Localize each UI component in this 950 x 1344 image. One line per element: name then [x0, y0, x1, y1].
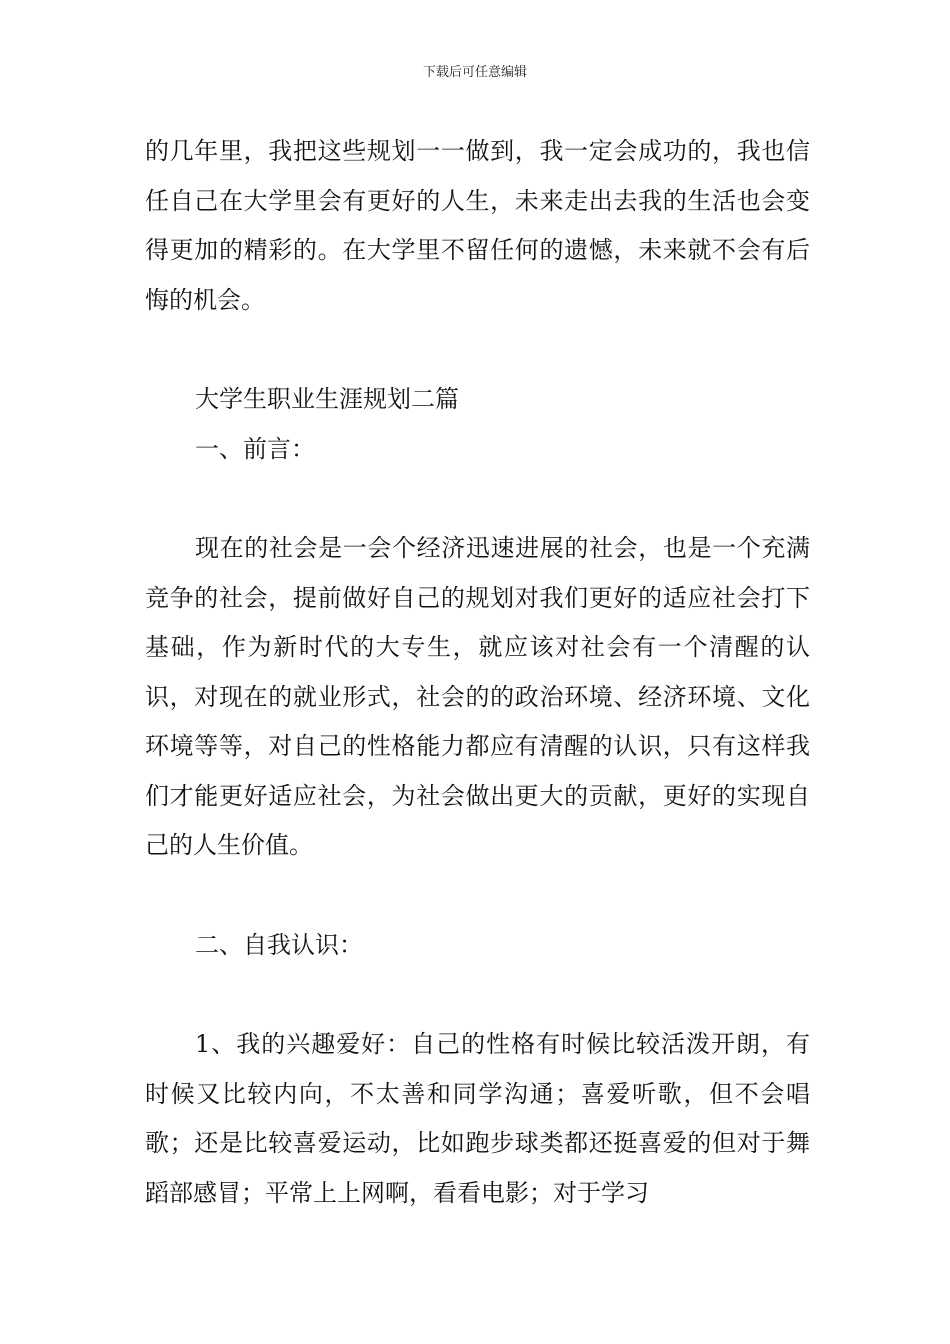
heading-self-knowledge: 二、自我认识： [195, 930, 363, 959]
spacer [145, 871, 810, 921]
paragraph-preface: 现在的社会是一会个经济迅速进展的社会，也是一个充满竞争的社会，提前做好自己的规划对我们更好的适应社会打下基础，作为新时代的大专生，就应该对社会有一个清醒的认识，对现在的就业形式，社会的的政治环境、经济环境、文化环境等等，对自己的性格能力都应有清醒的认识，只有这样我们才能更好适应社会，为社会做出更大的贡献，更好的实现自己的人生价值。 [145, 534, 810, 859]
spacer [145, 325, 810, 375]
paragraph-continuation: 的几年里，我把这些规划一一做到，我一定会成功的，我也信任自己在大学里会有更好的人生，未来走出去我的生活也会变得更加的精彩的。在大学里不留任何的遗憾，未来就不会有后悔的机会。 [145, 137, 810, 314]
spacer [145, 474, 810, 524]
spacer [145, 970, 810, 1020]
document-body [145, 127, 810, 1218]
page-header: 下载后可任意编辑 [422, 65, 527, 80]
paragraph-interests: 1、我的兴趣爱好：自己的性格有时候比较活泼开朗，有时候又比较内向，不太善和同学沟通；喜爱听歌，但不会唱歌；还是比较喜爱运动，比如跑步球类都还挺喜爱的但对于舞蹈部感冒；平常上上网啊，看看电影；对于学习 [145, 1030, 810, 1207]
heading-preface: 一、前言： [195, 434, 315, 463]
section-title: 大学生职业生涯规划二篇 [195, 385, 459, 413]
